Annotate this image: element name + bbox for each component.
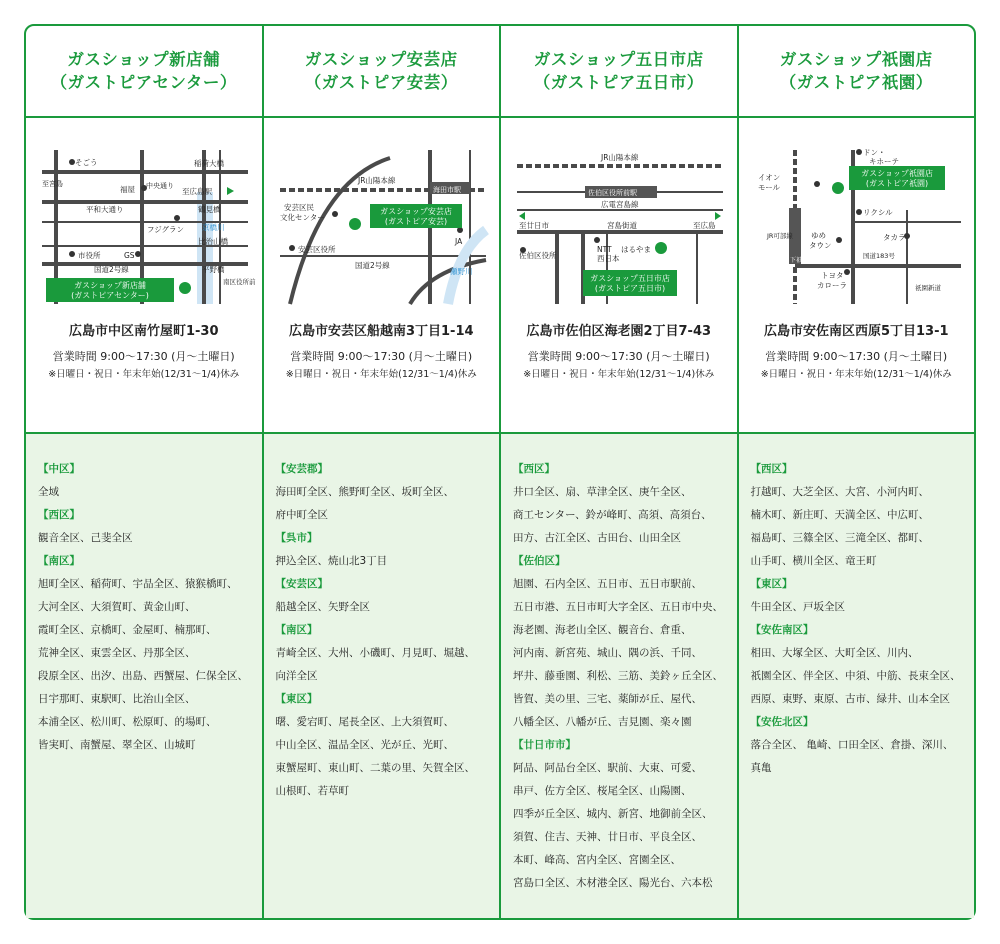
map-label-gs: GS (124, 251, 135, 260)
shop-directory (24, 24, 976, 920)
district-heading: 【安芸区】 (275, 578, 328, 590)
store-info (501, 116, 737, 434)
map-label-takara: タカラ (882, 233, 905, 242)
store-header (739, 26, 975, 118)
store-column-itsukaichi (499, 26, 737, 918)
district-heading: 【東区】 (750, 578, 793, 590)
area-line: 商工センター、鈴が峰町、高須、高須台、 (513, 509, 712, 521)
area-line: 曙、愛宕町、尾長全区、上大須賀町、 (275, 716, 454, 728)
area-line: 旭園、石内全区、五日市、五日市駅前、 (513, 578, 702, 590)
store-info (264, 116, 500, 434)
map-label-lixil: リクシル (862, 208, 893, 217)
store-hours: 営業時間 9:00〜17:30 (月〜土曜日) (527, 350, 710, 363)
map-label-hirano-bridge: 平野橋 (202, 265, 225, 274)
store-hours: 営業時間 9:00〜17:30 (月〜土曜日) (765, 350, 948, 363)
area-line: 皆実町、南蟹屋、翠全区、山城町 (38, 739, 196, 751)
store-hours: 営業時間 9:00〜17:30 (月〜土曜日) (290, 350, 473, 363)
area-line: 真亀 (750, 762, 772, 774)
area-line: 皆賀、美の里、三宅、薬師が丘、屋代、 (513, 693, 702, 705)
map-drawing (280, 150, 486, 304)
district-heading: 【南区】 (38, 555, 80, 567)
store-location-icon (179, 282, 191, 294)
store-subname: （ガストピアセンター） (50, 73, 237, 92)
district-heading: 【廿日市市】 (513, 739, 576, 751)
store-address: 広島市佐伯区海老園2丁目7-43 (526, 324, 712, 339)
store-header (501, 26, 737, 118)
store-map (42, 150, 256, 304)
store-subname: （ガストピア安芸） (304, 73, 458, 92)
area-line: 観音全区、己斐全区 (38, 532, 133, 544)
callout-line2: (ガストピア五日市) (594, 284, 666, 293)
direction-arrow (715, 212, 721, 220)
store-closed-note: ※日曜日・祝日・年末年始(12/31〜1/4)休み (48, 369, 240, 380)
map-label-minami-ward-office: 南区役所前 (223, 278, 256, 286)
area-line: 霞町全区、京橋町、金屋町、楠那町、 (38, 624, 217, 636)
store-closed-note: ※日曜日・祝日・年末年始(12/31〜1/4)休み (523, 369, 715, 380)
map-label-chuo-dori: 中央通り (146, 182, 174, 190)
map-label-sogo: そごう (75, 158, 98, 167)
area-line: 荒神全区、東雲全区、丹那全区、 (38, 647, 196, 659)
map-drawing (42, 150, 256, 304)
district-heading: 【東区】 (275, 693, 318, 705)
area-line: 須賀、住吉、天神、廿日市、平良全区、 (513, 831, 702, 843)
store-location-icon (832, 182, 844, 194)
district-heading: 【呉市】 (275, 532, 318, 544)
map-label-inari-bridge: 稲荷大橋 (194, 159, 224, 168)
map-label-route-2: 国道2号線 (94, 265, 129, 274)
map-label-kyobashi-river: 京橋川 (202, 223, 225, 232)
area-line: 宮島口全区、木材港全区、陽光台、六本松 (513, 877, 713, 889)
store-name: ガスショップ新店舗 (67, 50, 221, 69)
area-line: 府中町全区 (275, 509, 328, 521)
map-label-route-2: 国道2号線 (354, 261, 390, 270)
map-label-saeki-office-station: 佐伯区役所前駅 (588, 189, 637, 197)
area-line: 阿品、阿品台全区、駅前、大東、可愛、 (513, 762, 702, 774)
store-subname: （ガストピア五日市） (533, 73, 704, 92)
callout-line2: (ガストピア安芸) (384, 217, 447, 226)
store-map (280, 150, 486, 304)
map-label-don-quijote-2: キホーテ (868, 157, 899, 166)
area-line: 海田町全区、熊野町全区、坂町全区、 (275, 486, 454, 498)
area-line: 五日市港、五日市町大字全区、五日市中央、 (513, 601, 723, 613)
store-name: ガスショップ安芸店 (304, 50, 458, 69)
map-label-city-hall: 市役所 (78, 251, 101, 260)
store-column-aki (262, 26, 500, 918)
map-label-haruyama: はるやま (621, 245, 651, 254)
map-label-heiwa-odori: 平和大通り (86, 205, 124, 214)
area-line: 中山全区、温品全区、光が丘、光町、 (275, 739, 454, 751)
area-line: 全域 (38, 486, 59, 498)
map-label-gion-shindo: 祇園新道 (914, 284, 941, 292)
area-line: 向洋全区 (275, 670, 318, 682)
area-line: 海老園、海老山全区、観音台、倉重、 (513, 624, 692, 636)
map-label-shimo-gion-station: 下祇園駅 (789, 257, 814, 264)
store-address: 広島市安芸区船越南3丁目1-14 (288, 324, 474, 339)
district-heading: 【安佐北区】 (750, 716, 814, 728)
map-label-to-hiroshima-station: 至広島駅 (182, 187, 212, 196)
store-header (26, 26, 262, 118)
area-line: 祇園全区、伴全区、中須、中筋、長束全区、 (750, 670, 961, 682)
store-column-gion (737, 26, 975, 918)
district-heading: 【南区】 (275, 624, 318, 636)
map-label-fuji-grand: フジグラン (147, 225, 185, 234)
store-map (755, 150, 961, 304)
map-label-aki-ward-office: 安芸区役所 (297, 245, 335, 254)
store-subname: （ガストピア祇園） (779, 73, 933, 92)
district-heading: 【中区】 (38, 463, 80, 475)
map-label-nishinihon: 西日本 (597, 254, 620, 263)
service-area-panel (264, 434, 500, 918)
store-name: ガスショップ祇園店 (779, 50, 933, 69)
map-label-aki-ward-civic: 安芸区民 (283, 203, 314, 212)
area-line: 牛田全区、戸坂全区 (750, 601, 845, 613)
district-heading: 【西区】 (38, 509, 80, 521)
area-line: 本浦全区、松川町、松原町、的場町、 (38, 716, 217, 728)
district-heading: 【佐伯区】 (513, 555, 566, 567)
map-label-aeon-mall-2: モール (757, 183, 780, 192)
store-hours: 営業時間 9:00〜17:30 (月〜土曜日) (52, 350, 235, 363)
map-label-culture-center: 文化センター (279, 213, 325, 222)
area-line: 旭町全区、稲荷町、宇品全区、猿猴橋町、 (38, 578, 238, 590)
callout-line1: ガスショップ安芸店 (379, 207, 452, 216)
area-line: 串戸、佐方全区、桜尾全区、山陽園、 (513, 785, 692, 797)
map-label-seno-river: 瀬野川 (449, 267, 472, 276)
store-location-icon (349, 218, 361, 230)
district-heading: 【安佐南区】 (750, 624, 814, 636)
store-map (517, 150, 723, 304)
map-label-to-miyajima: 至宮島 (42, 180, 63, 188)
map-label-aeon-mall-1: イオン (757, 173, 780, 182)
map-label-miyajima-kaido: 宮島街道 (607, 221, 637, 230)
map-label-route-183: 国道183号 (862, 252, 895, 260)
map-label-toyota-2: カローラ (816, 281, 847, 290)
area-line: 青崎全区、大州、小磯町、月見町、堀越、 (275, 647, 475, 659)
store-info (739, 116, 975, 434)
area-line: 大河全区、大須賀町、黄金山町、 (38, 601, 196, 613)
area-line: 河内南、新宮苑、城山、隅の浜、千同、 (513, 647, 702, 659)
map-label-ntt: NTT (597, 245, 612, 254)
area-line: 坪井、藤垂園、利松、三筋、美鈴ヶ丘全区、 (513, 670, 723, 682)
callout-line2: (ガストピア祇園) (865, 179, 928, 188)
map-label-don-quijote-1: ドン・ (862, 148, 885, 157)
store-name: ガスショップ五日市店 (533, 50, 704, 69)
map-label-jr-kabe-line: JR可部線 (766, 232, 793, 240)
direction-arrow (519, 212, 525, 220)
area-line: 段原全区、出汐、出島、西蟹屋、仁保全区、 (38, 670, 248, 682)
store-closed-note: ※日曜日・祝日・年末年始(12/31〜1/4)休み (285, 369, 477, 380)
area-line: 落合全区、 亀崎、口田全区、倉掛、深川、 (750, 739, 954, 751)
service-area-panel (501, 434, 737, 918)
map-label-kaitaichi-station: 海田市駅 (432, 186, 461, 194)
map-label-to-hatsukaichi: 至廿日市 (519, 221, 549, 230)
store-header (264, 26, 500, 118)
area-line: 本町、峰高、宮内全区、宮園全区、 (513, 854, 681, 866)
map-label-toyota-1: トヨタ (820, 271, 843, 280)
map-drawing (517, 150, 723, 304)
map-label-youme-2: タウン (808, 241, 831, 250)
direction-arrow (227, 187, 234, 195)
area-line: 打越町、大芝全区、大宮、小河内町、 (750, 486, 929, 498)
area-line: 押込全区、焼山北3丁目 (275, 555, 388, 567)
area-line: 山手町、横川全区、竜王町 (750, 555, 877, 567)
area-line: 東蟹屋町、東山町、二葉の里、矢賀全区、 (275, 762, 475, 774)
callout-line2: (ガストピアセンター) (71, 291, 149, 300)
map-label-hiroden-miyajima-line: 広電宮島線 (601, 200, 639, 209)
map-label-ja: JA (454, 237, 462, 246)
store-column-shintenpo (26, 26, 262, 918)
map-label-saeki-ward-office: 佐伯区役所 (519, 251, 557, 260)
area-line: 井口全区、扇、草津全区、庚午全区、 (513, 486, 692, 498)
callout-line1: ガスショップ新店舗 (74, 281, 146, 290)
map-label-youme-1: ゆめ (810, 231, 826, 240)
area-line: 山根町、若草町 (275, 785, 349, 797)
callout-line1: ガスショップ五日市店 (590, 274, 670, 283)
store-address: 広島市中区南竹屋町1-30 (68, 324, 219, 339)
area-line: 田方、古江全区、古田台、山田全区 (513, 532, 681, 544)
store-closed-note: ※日曜日・祝日・年末年始(12/31〜1/4)休み (760, 369, 952, 380)
area-line: 日宇那町、東駅町、比治山全区、 (38, 693, 196, 705)
district-heading: 【西区】 (750, 463, 793, 475)
area-line: 四季が丘全区、城内、新宮、地御前全区、 (513, 808, 713, 820)
map-label-jr-sanyo-line: JR山陽本線 (357, 176, 395, 185)
map-label-jr-sanyo-line: JR山陽本線 (601, 153, 639, 162)
area-line: 相田、大塚全区、大町全区、川内、 (750, 647, 919, 659)
map-label-tsurumi-bridge: 鶴見橋 (198, 205, 221, 214)
area-line: 西原、東野、東原、古市、緑井、山本全区 (750, 693, 950, 705)
district-heading: 【西区】 (513, 463, 555, 475)
area-line: 船越全区、矢野全区 (275, 601, 370, 613)
area-line: 八幡全区、八幡が丘、吉見園、楽々園 (513, 716, 692, 728)
store-info (26, 116, 262, 434)
map-label-fukuya: 福屋 (120, 185, 135, 194)
map-drawing (755, 150, 961, 304)
area-line: 福島町、三篠全区、三滝全区、都町、 (750, 532, 929, 544)
store-location-icon (655, 242, 667, 254)
map-label-hijiyama-bridge: 比治山橋 (198, 237, 228, 246)
district-heading: 【安芸郡】 (275, 463, 328, 475)
area-line: 楠木町、新庄町、天満全区、中広町、 (750, 509, 929, 521)
map-label-to-hiroshima: 至広島 (693, 221, 716, 230)
service-area-panel (26, 434, 262, 918)
service-area-panel (739, 434, 975, 918)
store-address: 広島市安佐南区西原5丁目13-1 (763, 324, 949, 339)
callout-line1: ガスショップ祇園店 (860, 169, 933, 178)
